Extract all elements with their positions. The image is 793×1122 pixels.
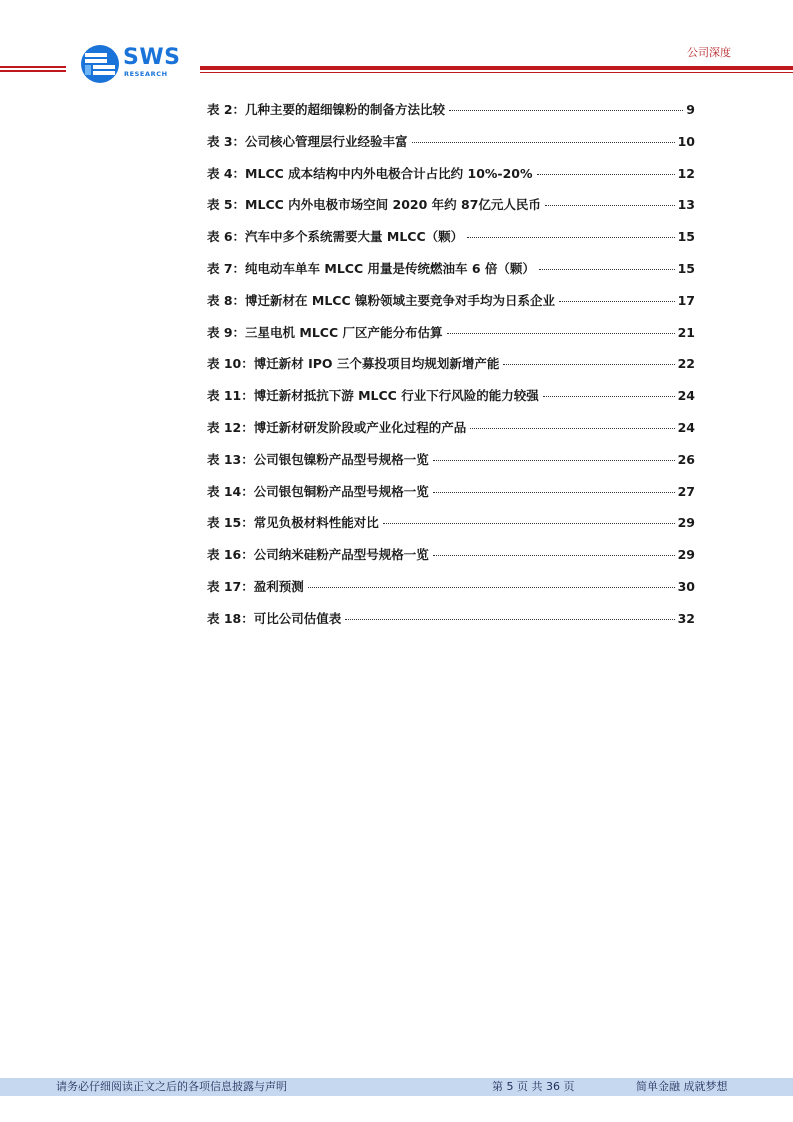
toc-entry[interactable] — [207, 132, 695, 164]
toc-entry-page: 29 — [677, 547, 695, 563]
toc-entry-label: 表 17：盈利预测 — [207, 578, 304, 594]
toc-entry-label: 表 11：博迁新材抵抗下游 MLCC 行业下行风险的能力较强 — [207, 388, 539, 404]
toc-entry[interactable] — [207, 195, 695, 227]
toc-dot-leader — [559, 301, 675, 302]
toc-dot-leader — [537, 174, 675, 175]
footer-page-info: 第 5 页 共 36 页 — [492, 1080, 575, 1093]
footer-bar — [0, 1078, 793, 1096]
toc-dot-leader — [433, 555, 675, 556]
toc-entry-label: 表 16：公司纳米硅粉产品型号规格一览 — [207, 547, 429, 563]
footer-disclaimer: 请务必仔细阅读正文之后的各项信息披露与声明 — [56, 1080, 287, 1093]
toc-entry-label: 表 7：纯电动车单车 MLCC 用量是传统燃油车 6 倍（颗） — [207, 260, 535, 276]
footer-slogan: 简单金融 成就梦想 — [636, 1080, 728, 1093]
toc-entry-label: 表 3：公司核心管理层行业经验丰富 — [207, 133, 408, 149]
toc-entry-page: 26 — [677, 451, 695, 467]
toc-entry[interactable] — [207, 513, 695, 545]
toc-entry-page: 12 — [677, 165, 695, 181]
report-type-label: 公司深度 — [687, 46, 731, 59]
toc-entry-page: 24 — [677, 388, 695, 404]
header-rule-left — [0, 66, 66, 72]
toc-entry[interactable] — [207, 259, 695, 291]
company-logo — [80, 44, 190, 84]
toc-entry-label: 表 9：三星电机 MLCC 厂区产能分布估算 — [207, 324, 443, 340]
toc-entry[interactable] — [207, 545, 695, 577]
toc-entry-page: 9 — [686, 102, 695, 117]
toc-dot-leader — [503, 364, 674, 365]
sws-logo-icon — [80, 44, 120, 84]
toc-entry-label: 表 18：可比公司估值表 — [207, 610, 342, 626]
toc-entry-page: 27 — [677, 483, 695, 499]
toc-dot-leader — [433, 492, 675, 493]
header-rule-right — [200, 66, 793, 74]
toc-entry[interactable] — [207, 291, 695, 323]
toc-entry-page: 29 — [677, 515, 695, 531]
toc-entry-page: 10 — [677, 133, 695, 149]
toc-entry-label: 表 12：博迁新材研发阶段或产业化过程的产品 — [207, 419, 467, 435]
toc-entry-label: 表 2：几种主要的超细镍粉的制备方法比较 — [207, 102, 446, 117]
toc-entry[interactable] — [207, 227, 695, 259]
toc-entry-label: 表 4：MLCC 成本结构中内外电极合计占比约 10%-20% — [207, 165, 533, 181]
toc-entry-page: 24 — [677, 419, 695, 435]
toc-dot-leader — [467, 237, 674, 238]
toc-entry-label: 表 13：公司银包镍粉产品型号规格一览 — [207, 451, 429, 467]
toc-entry-page: 13 — [677, 197, 695, 213]
toc-dot-leader — [543, 396, 675, 397]
toc-dot-leader — [345, 619, 674, 620]
toc-entry-label: 表 14：公司银包铜粉产品型号规格一览 — [207, 483, 429, 499]
toc-entry-label: 表 10：博迁新材 IPO 三个募投项目均规划新增产能 — [207, 356, 500, 372]
toc-entry[interactable] — [207, 323, 695, 355]
toc-dot-leader — [470, 428, 674, 429]
toc-entry[interactable] — [207, 482, 695, 514]
toc-entry-page: 15 — [677, 260, 695, 276]
toc-entry[interactable] — [207, 386, 695, 418]
toc-entry[interactable] — [207, 418, 695, 450]
table-list — [207, 100, 695, 641]
toc-entry-page: 21 — [677, 324, 695, 340]
toc-dot-leader — [433, 460, 675, 461]
toc-entry-label: 表 8：博迁新材在 MLCC 镍粉领域主要竞争对手均为日系企业 — [207, 292, 556, 308]
toc-entry[interactable] — [207, 609, 695, 641]
toc-dot-leader — [539, 269, 675, 270]
toc-dot-leader — [308, 587, 675, 588]
toc-dot-leader — [383, 523, 675, 524]
toc-entry[interactable] — [207, 100, 695, 132]
toc-entry-page: 15 — [677, 229, 695, 245]
toc-entry[interactable] — [207, 164, 695, 196]
toc-entry[interactable] — [207, 354, 695, 386]
toc-dot-leader — [447, 333, 675, 334]
toc-entry-label: 表 6：汽车中多个系统需要大量 MLCC（颗） — [207, 229, 464, 245]
toc-entry-page: 17 — [677, 292, 695, 308]
brand-name: SWS — [123, 45, 181, 70]
toc-dot-leader — [449, 110, 683, 111]
toc-entry-page: 30 — [677, 578, 695, 594]
toc-dot-leader — [545, 205, 675, 206]
toc-entry-label: 表 15：常见负极材料性能对比 — [207, 515, 379, 531]
toc-dot-leader — [412, 142, 675, 143]
toc-entry[interactable] — [207, 577, 695, 609]
toc-entry-label: 表 5：MLCC 内外电极市场空间 2020 年约 87亿元人民币 — [207, 197, 541, 213]
toc-entry-page: 22 — [677, 356, 695, 372]
toc-entry[interactable] — [207, 450, 695, 482]
brand-subtitle: RESEARCH — [124, 70, 168, 78]
toc-entry-page: 32 — [677, 610, 695, 626]
